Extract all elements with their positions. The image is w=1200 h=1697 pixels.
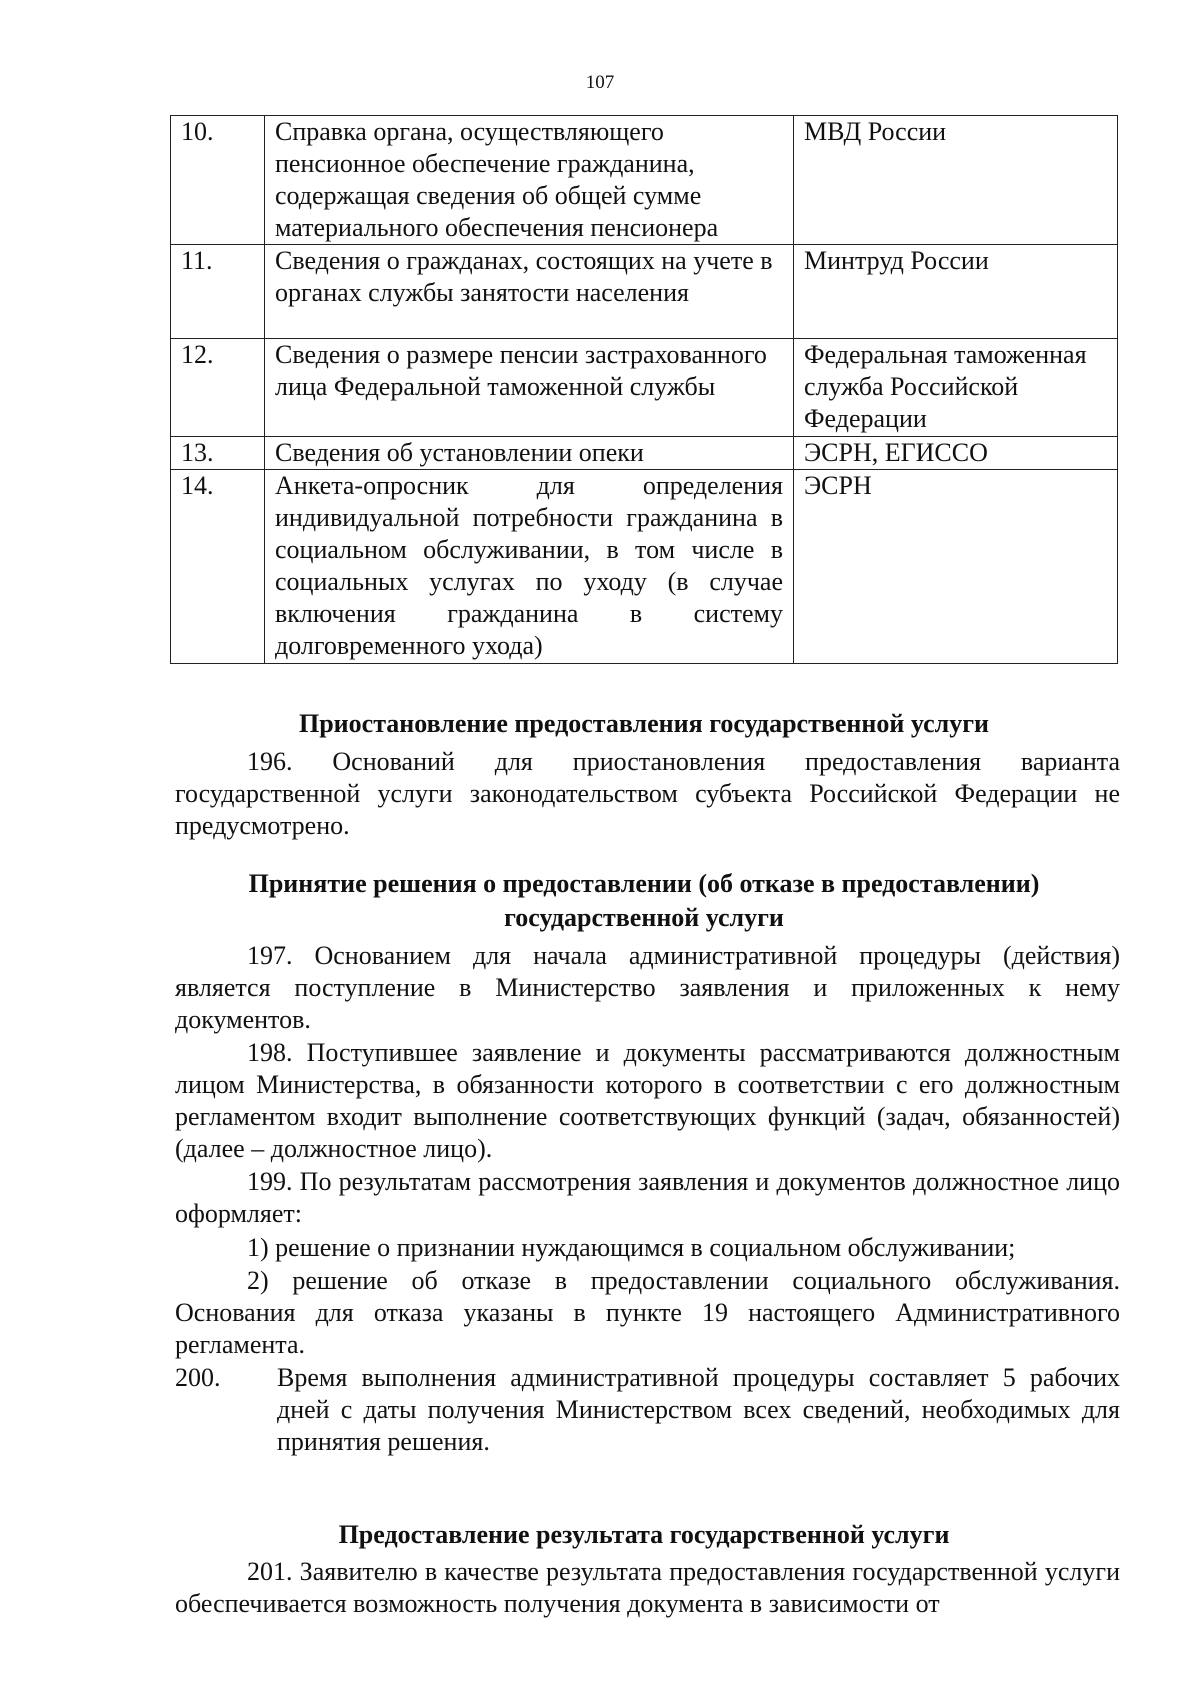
source-agency: ЭСРН, ЕГИССО [794, 437, 1118, 470]
table-row [171, 339, 1118, 437]
table-row [171, 437, 1118, 470]
paragraph-197: 197. Основанием для начала административной процедуры (действия) является поступление в Министерство заявления и приложенных к нему документов. [175, 941, 1120, 1034]
paragraph-198: 198. Поступившее заявление и документы рассматриваются должностным лицом Министерства, в обязанности которого в соответствии с его должностным регламентом входит выполнение соответствующих функций (задач, обязанностей) (далее – должностное лицо). [175, 1038, 1120, 1163]
section-heading-decision-line1: Принятие решения о предоставлении (об отказе в предоставлении) [248, 869, 1040, 898]
documents-table [170, 115, 1118, 664]
paragraph-number: 200. [175, 1363, 221, 1392]
paragraph-200 [175, 1362, 1120, 1458]
document-name: Анкета-опросник для определения индивидуальной потребности гражданина в социальном обслуживании, в том числе в социальных услугах по уходу (в случае включения гражданина в систему долговременного ухода) [265, 470, 794, 664]
section-heading-suspension: Приостановление предоставления государственной услуги [298, 709, 989, 738]
paragraph-196: 196. Оснований для приостановления предоставления варианта государственной услуги законодательством субъекта Российской Федерации не предусмотрено. [175, 747, 1120, 840]
row-number: 13. [171, 437, 265, 470]
section-heading-result: Предоставление результата государственной услуги [338, 1520, 950, 1549]
list-item-1: 1) решение о признании нуждающимся в социальном обслуживании; [247, 1233, 1016, 1262]
row-number: 11. [171, 245, 265, 339]
source-agency: МВД России [794, 116, 1118, 245]
section-heading-decision-line2: государственной услуги [504, 903, 784, 932]
source-agency: ЭСРН [794, 470, 1118, 664]
source-agency: Минтруд России [794, 245, 1118, 339]
document-name: Сведения о гражданах, состоящих на учете в органах службы занятости населения [265, 245, 794, 339]
table-row [171, 245, 1118, 339]
list-item-2: 2) решение об отказе в предоставлении социального обслуживания. Основания для отказа указаны в пункте 19 настоящего Административного регламента. [175, 1266, 1120, 1359]
row-number: 12. [171, 339, 265, 437]
paragraph-body: Время выполнения административной процедуры составляет 5 рабочих дней с даты получения Министерством всех сведений, необходимых для принятия решения. [277, 1363, 1120, 1456]
row-number: 10. [171, 116, 265, 245]
table-row [171, 116, 1118, 245]
source-agency: Федеральная таможенная служба Российской Федерации [794, 339, 1118, 437]
document-name: Сведения об установлении опеки [265, 437, 794, 470]
page-number: 107 [585, 72, 615, 93]
document-name: Сведения о размере пенсии застрахованного лица Федеральной таможенной службы [265, 339, 794, 437]
row-number: 14. [171, 470, 265, 664]
paragraph-201: 201. Заявителю в качестве результата предоставления государственной услуги обеспечивается возможность получения документа в зависимости от [175, 1557, 1120, 1618]
paragraph-199: 199. По результатам рассмотрения заявления и документов должностное лицо оформляет: [175, 1167, 1120, 1228]
table-row [171, 470, 1118, 664]
document-name: Справка органа, осуществляющего пенсионное обеспечение гражданина, содержащая сведения об общей сумме материального обеспечения пенсионера [265, 116, 794, 245]
